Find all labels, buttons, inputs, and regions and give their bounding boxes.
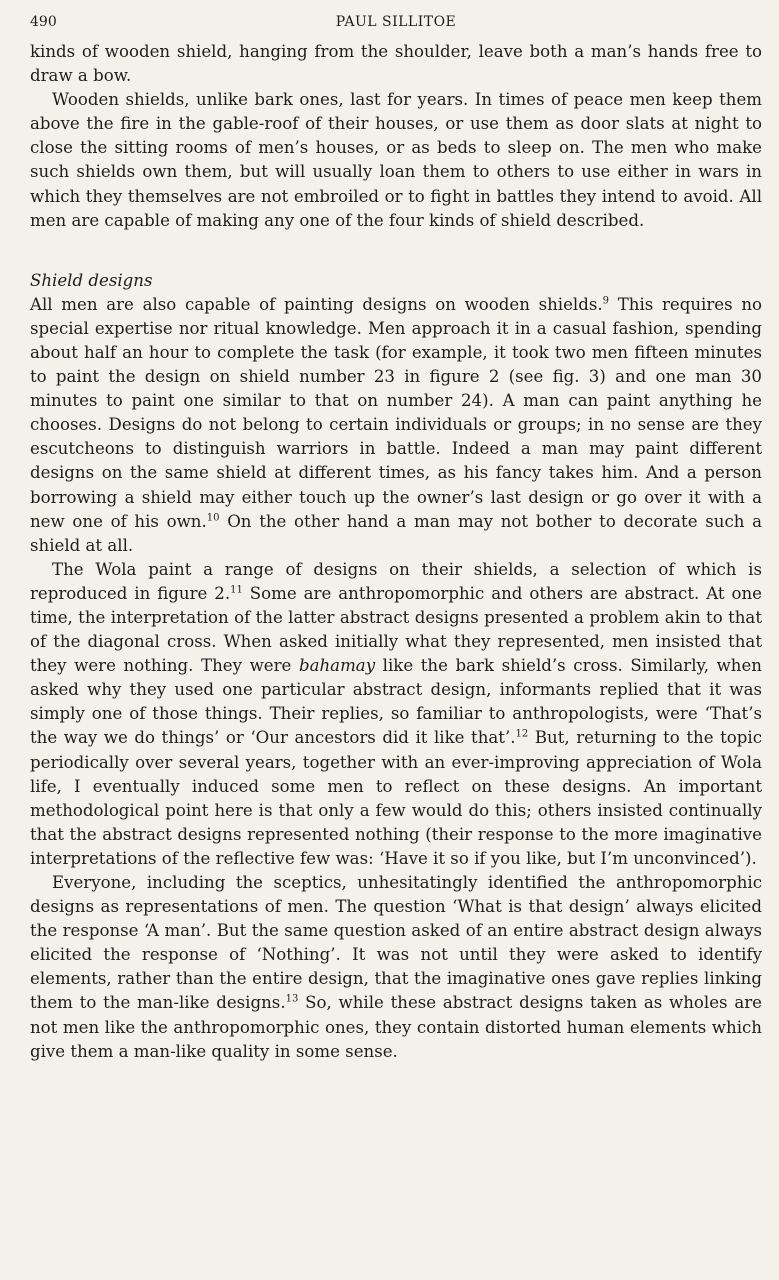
footnote-marker: 9 xyxy=(602,295,610,307)
page-number: 490 xyxy=(30,14,57,30)
footnote-marker: 11 xyxy=(230,584,243,596)
text-run: like the bark shield’s cross. Similarly, when asked why they used one particular abstract design, informants replied that it was simply one of those things. Their replies, so familiar to anthropologists, were ‘That’s the way we do things’ or ‘Our ancestors did it like that’. xyxy=(30,656,762,748)
text-run: This requires no special expertise nor ritual knowledge. Men approach it in a casual fashion, spending about half an hour to complete the task (for example, it took two men fifteen minutes to paint the design on shield number 23 in figure 2 (see fig. 3) and one man 30 minutes to paint one similar to that on number 24). A man can paint anything he chooses. Designs do not belong to certain individuals or groups; in no sense are they escutcheons to distinguish warriors in battle. Indeed a man may paint different designs on the same shield at different times, as his fancy takes him. And a person borrowing a shield may either touch up the owner’s last design or go over it with a new one of his own. xyxy=(30,294,763,531)
footnote-marker: 13 xyxy=(285,993,299,1005)
paragraph-2: Wooden shields, unlike bark ones, last for years. In times of peace men keep them above the fire in the gable-roof of their houses, or use them as door slats at night to close the sitting rooms of men’s houses, or as beds to sleep on. The men who make such shields own them, but will usually loan them to others to use either in wars in which they themselves are not embroiled or to fight in battles they intend to avoid. All men are capable of making any one of the four kinds of shield described. xyxy=(30,90,762,230)
footnote-marker: 12 xyxy=(515,728,529,740)
section-gap xyxy=(30,233,762,269)
paragraph-4 xyxy=(30,558,762,871)
text-run: Some are anthropomorphic and others are abstract. At one time, the interpretation of the latter abstract designs presented a problem akin to that of the diagonal cross. When asked initially what they represented, men insisted that they were nothing. They were xyxy=(30,583,762,676)
text-run: On the other hand a man may not bother to decorate such a shield at all. xyxy=(30,511,763,555)
text-run: The Wola paint a range of designs on their shields, a selection of which is reproduced in figure 2. xyxy=(30,559,762,603)
italic-term: bahamay xyxy=(298,656,376,676)
running-head: PAUL SILLITOE xyxy=(335,14,457,30)
text-run: All men are also capable of painting designs on wooden shields. xyxy=(30,294,603,314)
paragraph-3 xyxy=(30,293,762,558)
footnote-marker: 10 xyxy=(206,512,220,524)
page xyxy=(30,10,762,1064)
section-heading: Shield designs xyxy=(30,270,153,290)
page-header xyxy=(30,10,762,40)
paragraph-5 xyxy=(30,871,762,1064)
text-run: So, while these abstract designs taken as wholes are not men like the anthropomorphic ones, they contain distorted human elements which give them a man-like quality in some sense. xyxy=(30,993,762,1061)
paragraph-1: kinds of wooden shield, hanging from the shoulder, leave both a man’s hands free to draw a bow. xyxy=(30,42,762,86)
text-run: Everyone, including the sceptics, unhesitatingly identified the anthropomorphic designs as representations of men. The question ‘What is that design’ always elicited the response ‘A man’. But the same question asked of an entire abstract design always elicited the response of ‘Nothing’. It was not until they were asked to identify elements, rather than the entire design, that the imaginative ones gave replies linking them to the man-like designs. xyxy=(30,873,762,1013)
text-run: But, returning to the topic periodically over several years, together with an ever-improving appreciation of Wola life, I eventually induced some men to reflect on these designs. An important methodological point here is that only a few would do this; others insisted continually that the abstract designs represented nothing (their response to the more imaginative interpretations of the reflective few was: ‘Have it so if you like, but I’m unconvinced’). xyxy=(30,728,762,868)
